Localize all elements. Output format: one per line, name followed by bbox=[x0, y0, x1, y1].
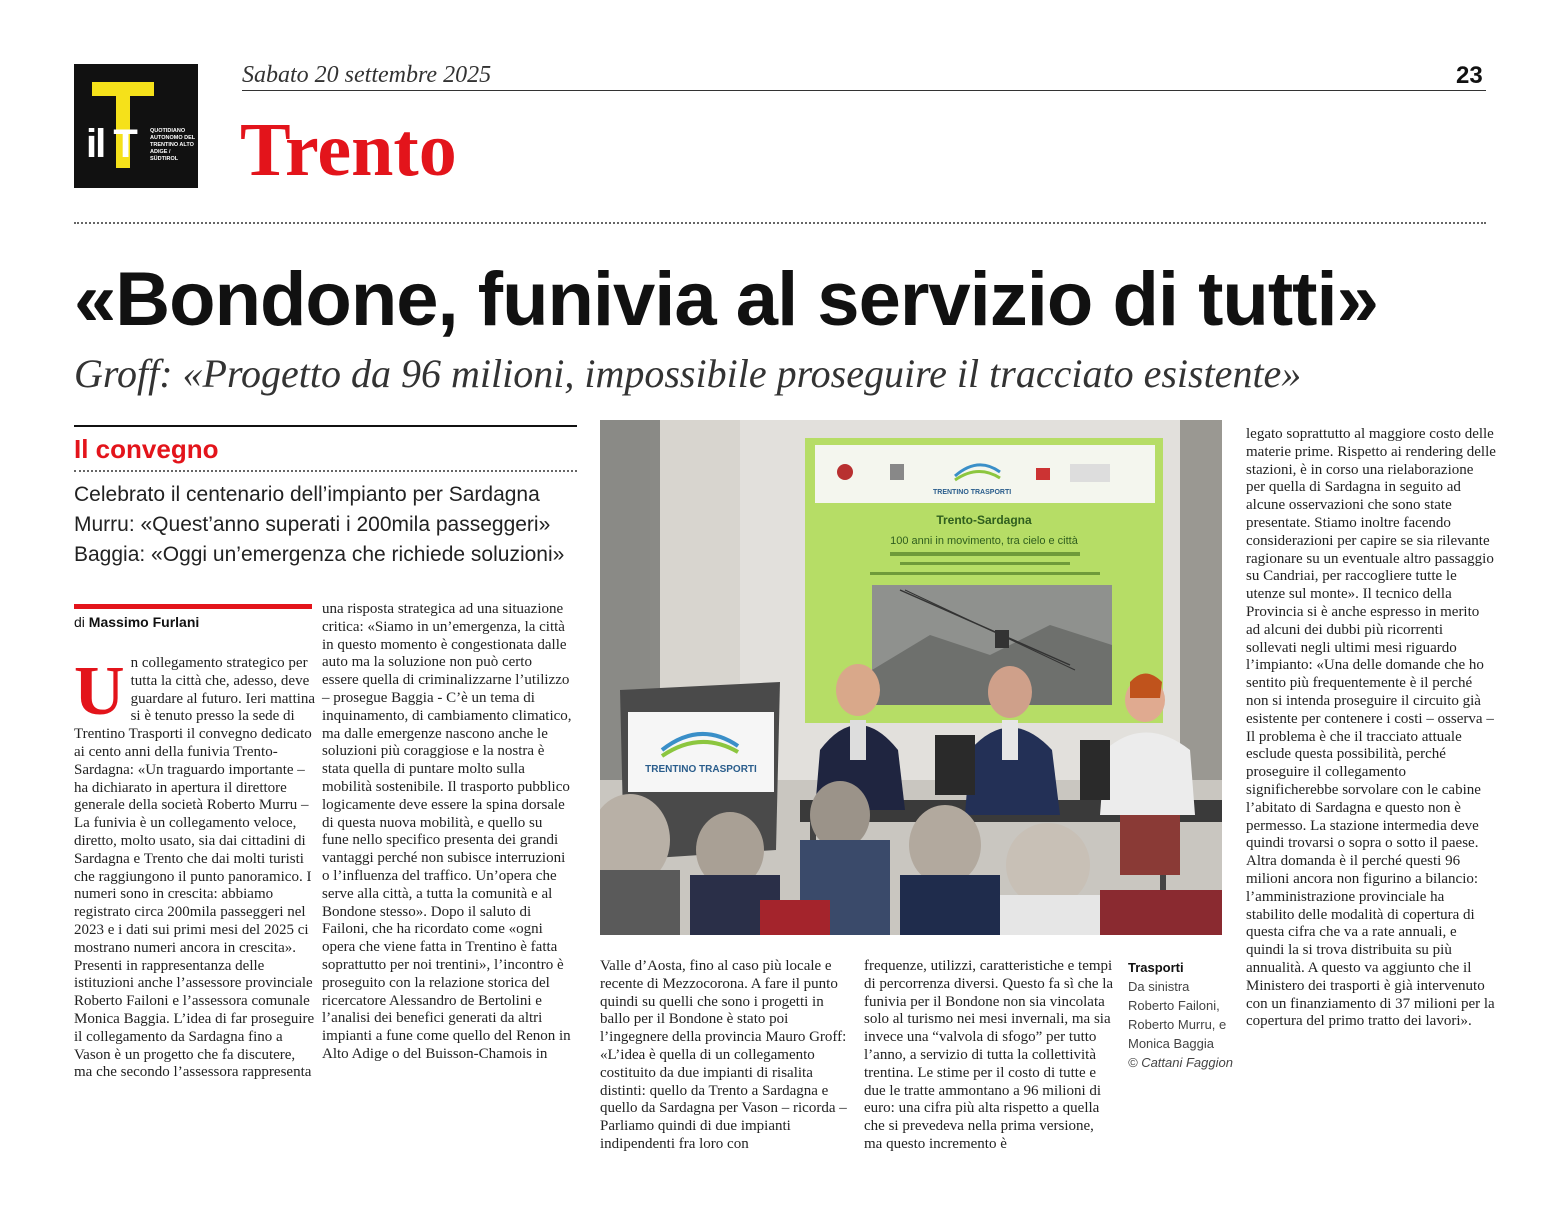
body-column-1 bbox=[74, 655, 316, 1082]
byline-prefix: di bbox=[74, 614, 85, 630]
caption-credit: © Cattani Faggion bbox=[1128, 1055, 1233, 1070]
dotted-divider bbox=[74, 222, 1486, 224]
top-rule bbox=[242, 90, 1486, 91]
body-column-4 bbox=[864, 958, 1114, 1154]
body-column-5 bbox=[1246, 426, 1496, 1031]
logo-text: il T bbox=[86, 122, 136, 166]
summary-line: Murru: «Quest’anno superati i 200mila passeggeri» bbox=[74, 513, 551, 536]
summary-line: Baggia: «Oggi un’emergenza che richiede soluzioni» bbox=[74, 543, 565, 566]
subheadline: Groff: «Progetto da 96 milioni, impossibile proseguire il tracciato esistente» bbox=[74, 351, 1302, 396]
byline-red-rule bbox=[74, 604, 312, 609]
byline bbox=[74, 614, 199, 630]
summary-box bbox=[74, 480, 594, 570]
body-text: frequenze, utilizzi, caratteristiche e tempi di percorrenza diversi. Questo fa sì che la funivia per il Bondone non sia vincolata solo al turismo nei mesi invernali, ma sia invece una “valvola di sfogo” per tutto l’anno, a servizio di tutta la collettività trentina. Le stime per il costo di tutte e due le tratte ammontano a 96 milioni di euro: una cifra più alta rispetto a quella che si prevedeva nella prima versione, ma questo incremento è bbox=[864, 958, 1114, 1152]
summary-line: Celebrato il centenario dell’impianto per Sardagna bbox=[74, 483, 540, 506]
issue-date: Sabato 20 settembre 2025 bbox=[242, 62, 492, 88]
conference-photo bbox=[600, 420, 1222, 935]
screen-title-2: 100 anni in movimento, tra cielo e città bbox=[890, 535, 1078, 547]
newspaper-logo bbox=[74, 64, 198, 188]
section-title: Trento bbox=[240, 108, 457, 192]
caption-text: Da sinistra Roberto Failoni, Roberto Murru, e Monica Baggia bbox=[1128, 979, 1227, 1051]
drop-cap: U bbox=[74, 653, 125, 730]
summary-top-rule bbox=[74, 425, 577, 427]
summary-dotted-divider bbox=[74, 470, 577, 472]
headline: «Bondone, funivia al servizio di tutti» bbox=[74, 257, 1378, 342]
caption-title: Trasporti bbox=[1128, 960, 1184, 975]
kicker: Il convegno bbox=[74, 434, 219, 464]
body-text: n collegamento strategico per tutta la città che, adesso, deve guardare al futuro. Ieri mattina si è tenuto presso la sede di Trentino Trasporti il convegno dedicato ai cento anni della funivia Trento-Sardagna: «Un traguardo importante – ha dichiarato in apertura il direttore generale della società Roberto Murru – La funivia è un collegamento veloce, diretto, molto usato, sia dai cittadini di Sardagna e Trento che dai molti turisti che raggiungono il punto panoramico. I numeri sono in crescita: abbiamo registrato circa 200mila passeggeri nel 2023 e i dati sui primi mesi del 2025 ci mostrano numeri ancora in crescita». Presenti in rappresentanza delle istituzioni anche l’assessore provinciale Roberto Failoni e l’assessora comunale Monica Baggia. L’idea di far proseguire il collegamento da Sardagna fino a Vason è un progetto che fa discutere, ma che secondo l’assessora rappresenta bbox=[74, 655, 316, 1081]
body-text: una risposta strategica ad una situazione critica: «Siamo in un’emergenza, la città in questo momento è congestionata dalle auto ma la soluzione non può certo essere quella di criminalizzarne l’utilizzo – prosegue Baggia - C’è un tema di inquinamento, di cambiamento climatico, ma dalle emergenze nascono anche le soluzioni più coraggiose e la nostra è stata quella di puntare molto sulla mobilità sostenibile. Il trasporto pubblico logicamente deve essere la spina dorsale di questa nuova mobilità, e quello su fune nello specifico presenta dei grandi vantaggi perché non subisce interruzioni o l’influenza del traffico. Un’opera che serve alla città, a tutta la comunità e al Bondone stesso». Dopo il saluto di Failoni, che ha ricordato come «ogni opera che viene fatta in Trentino è fatta soprattutto per noi trentini», l’incontro è proseguito con la relazione storica del ricercatore Alessandro de Bertolini e l’analisi dei benefici generati da altri impianti a fune come quello del Renon in Alto Adige o del Buisson-Chamois in bbox=[322, 601, 572, 1062]
page-number: 23 bbox=[1456, 62, 1483, 89]
body-column-3 bbox=[600, 958, 850, 1154]
body-column-2 bbox=[322, 601, 572, 1064]
screen-title-1: Trento-Sardagna bbox=[936, 513, 1032, 527]
logo-tagline: QUOTIDIANO AUTONOMO DEL TRENTINO ALTO ADIGE / SÜDTIROL bbox=[150, 128, 196, 162]
podium-logo-text: TRENTINO TRASPORTI bbox=[645, 764, 757, 775]
body-text: legato soprattutto al maggiore costo delle materie prime. Rispetto ai rendering delle stazioni, è in corso una rielaborazione per quella di Sardagna in seguito ad alcune osservazioni che sono state presentate. Stiamo inoltre facendo considerazioni per capire se sia rilevante ragionare su un eventuale altro passaggio su Candriai, per raccogliere tutte le utenze sul monte». Il tecnico della Provincia si è anche espresso in merito ad alcuni dei dubbi più ricorrenti sollevati negli ultimi mesi riguardo l’impianto: «Una delle domande che ho sentito più frequentemente è il perché non si intenda proseguire il circuito già esistente per contenere i costi – osserva – Il problema è che il tracciato attuale esclude questa possibilità, perché proseguire il collegamento significherebbe sorvolare con le cabine l’abitato di Sardagna e questo non è permesso. La stazione intermedia deve quindi trovarsi o sopra o sotto il paese. Altra domanda è il perché questi 96 milioni ancora non figurino a bilancio: l’amministrazione provinciale ha stabilito delle modalità di copertura di questa cifra che va a rate annuali, e quindi la si trova distribuita su più annualità. A questo va aggiunto che il Ministero dei trasporti è già intervenuto con un finanziamento di 37 milioni per la copertura del primo tratto dei lavori». bbox=[1246, 426, 1496, 1030]
byline-author: Massimo Furlani bbox=[88, 614, 200, 630]
screen-logo-text: TRENTINO TRASPORTI bbox=[933, 489, 1012, 496]
body-text: Valle d’Aosta, fino al caso più locale e recente di Mezzocorona. A fare il punto quindi su quelli che sono i progetti in ballo per il Bondone è stato poi l’ingegnere della provincia Mauro Groff: «L’idea è quella di un collegamento costituito da due impianti di risalita distinti: quello da Trento a Sardagna e quello da Sardagna per Vason – ricorda – Parliamo quindi di due impianti indipendenti fra loro con bbox=[600, 958, 847, 1152]
photo-caption bbox=[1128, 958, 1234, 1072]
